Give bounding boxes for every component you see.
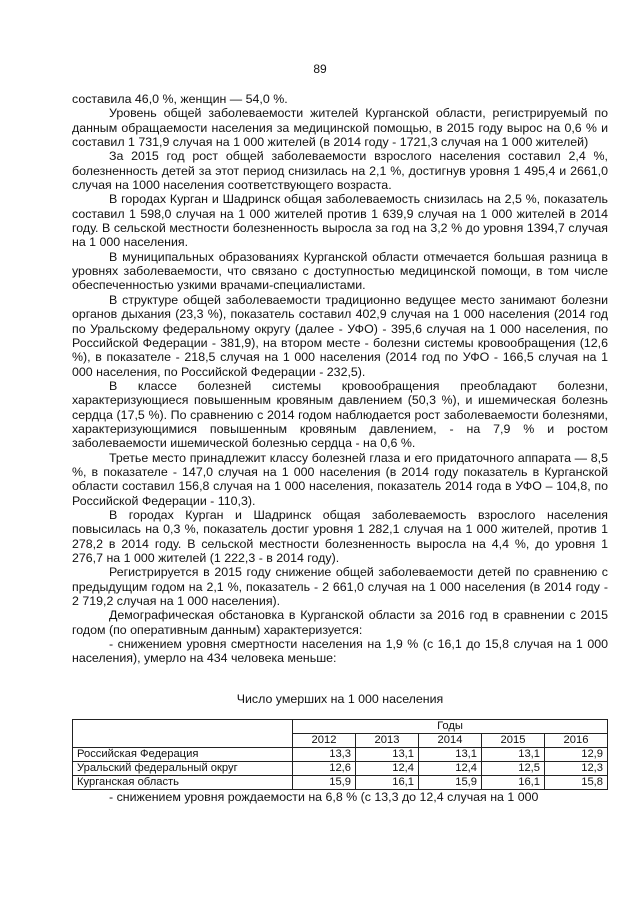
value-cell: 15,9: [293, 776, 356, 790]
region-cell: Курганская область: [73, 776, 293, 790]
value-cell: 12,4: [356, 762, 419, 776]
value-cell: 15,8: [545, 776, 608, 790]
year-header-cell: 2016: [545, 734, 608, 748]
paragraph: составила 46,0 %, женщин — 54,0 %.: [72, 92, 288, 106]
table-body: [73, 748, 608, 790]
paragraph: Уровень общей заболеваемости жителей Курганской области, регистрируемый по данным обращаемости населения за медицинской помощью, в 2015 году вырос на 0,6 % и составил 1 731,9 случая на 1 000 жителей (в 2014 году - 1721,3 случая на 1 000 жителей): [72, 106, 608, 150]
years-group-header: Годы: [293, 720, 608, 734]
value-cell: 13,3: [293, 748, 356, 762]
paragraph: В классе болезней системы кровообращения преобладают болезни, характеризующиеся повышенным кровяным давлением (50,3 %), и ишемическая болезнь сердца (17,5 %). По сравнению с 2014 годом наблюдается рост заболеваемости болезнями, характеризующимися повышенным кровяным давлением, - на 7,9 % и ростом заболеваемости ишемической болезнью сердца - на 0,6 %.: [72, 378, 608, 451]
year-header-cell: 2012: [293, 734, 356, 748]
value-cell: 16,1: [482, 776, 545, 790]
year-header-cell: 2015: [482, 734, 545, 748]
region-cell: Российская Федерация: [73, 748, 293, 762]
value-cell: 15,9: [419, 776, 482, 790]
value-cell: 12,3: [545, 762, 608, 776]
region-header-cell: [73, 720, 293, 748]
paragraph-after-table: - снижением уровня рождаемости на 6,8 % (с 13,3 до 12,4 случая на 1 000: [109, 790, 539, 805]
paragraph-list: [72, 92, 608, 666]
paragraph: - снижением уровня смертности населения на 1,9 % (с 16,1 до 15,8 случая на 1 000 населения), умерло на 434 человека меньше:: [72, 637, 608, 666]
value-cell: 12,9: [545, 748, 608, 762]
value-cell: 12,4: [419, 762, 482, 776]
region-cell: Уральский федеральный округ: [73, 762, 293, 776]
body-text: [72, 92, 608, 804]
paragraph: Третье место принадлежит классу болезней глаза и его придаточного аппарата — 8,5 %, в показателе - 147,0 случая на 1 000 населения (в 2014 году показатель в Курганской области составил 156,8 случая на 1 000 населения, показатель 2014 года в УФО – 104,8, по Российской Федерации - 110,3).: [72, 450, 608, 508]
mortality-table: [72, 719, 608, 790]
table-row: [73, 748, 608, 762]
year-header-cell: 2013: [356, 734, 419, 748]
value-cell: 16,1: [356, 776, 419, 790]
value-cell: 13,1: [419, 748, 482, 762]
table-header-row: [73, 720, 608, 734]
table-row: [73, 762, 608, 776]
year-header-cell: 2014: [419, 734, 482, 748]
value-cell: 12,6: [293, 762, 356, 776]
paragraph: За 2015 год рост общей заболеваемости взрослого населения составил 2,4 %, болезненность детей за этот период снизилась на 2,1 %, достигнув уровня 1 495,4 и 2661,0 случая на 1000 населения соответствующего возраста.: [72, 149, 608, 193]
paragraph: В городах Курган и Шадринск общая заболеваемость взрослого населения повысилась на 0,3 %, показатель достиг уровня 1 282,1 случая на 1 000 жителей, против 1 278,2 в 2014 году. В сельской местности болезненность выросла на 4,4 %, до уровня 1 276,7 на 1 000 жителей (1 222,3 - в 2014 году).: [72, 507, 608, 565]
value-cell: 13,1: [356, 748, 419, 762]
paragraph: В структуре общей заболеваемости традиционно ведущее место занимают болезни органов дыхания (23,3 %), показатель составил 402,9 случая на 1 000 населения (2014 год по Уральскому федеральному округу (далее - УФО) - 395,6 случая на 1 000 населения, по Российской Федерации - 381,9), на втором месте - болезни системы кровообращения (12,6 %), в показателе - 218,5 случая на 1 000 населения (2014 год по УФО - 166,5 случая на 1 000 населения, по Российской Федерации - 232,5).: [72, 292, 608, 379]
paragraph: В муниципальных образованиях Курганской области отмечается большая разница в уровнях заболеваемости, что связано с доступностью медицинской помощи, в том числе обеспеченностью узкими врачами-специалистами.: [72, 249, 608, 293]
table-row: [73, 776, 608, 790]
value-cell: 12,5: [482, 762, 545, 776]
paragraph: Демографическая обстановка в Курганской области за 2016 год в сравнении с 2015 годом (по оперативным данным) характеризуется:: [72, 608, 608, 637]
paragraph: Регистрируется в 2015 году снижение общей заболеваемости детей по сравнению с предыдущим годом на 2,1 %, показатель - 2 661,0 случая на 1 000 населения (в 2014 году - 2 719,2 случая на 1 000 населения).: [72, 565, 608, 609]
paragraph: В городах Курган и Шадринск общая заболеваемость снизилась на 2,5 %, показатель составил 1 598,0 случая на 1 000 жителей против 1 639,9 случая на 1 000 жителей в 2014 году. В сельской местности болезненность выросла за год на 3,2 % до уровня 1394,7 случая на 1 000 населения.: [72, 192, 608, 250]
table-title: Число умерших на 1 000 населения: [236, 691, 444, 706]
value-cell: 13,1: [482, 748, 545, 762]
page-number: 89: [313, 62, 327, 76]
